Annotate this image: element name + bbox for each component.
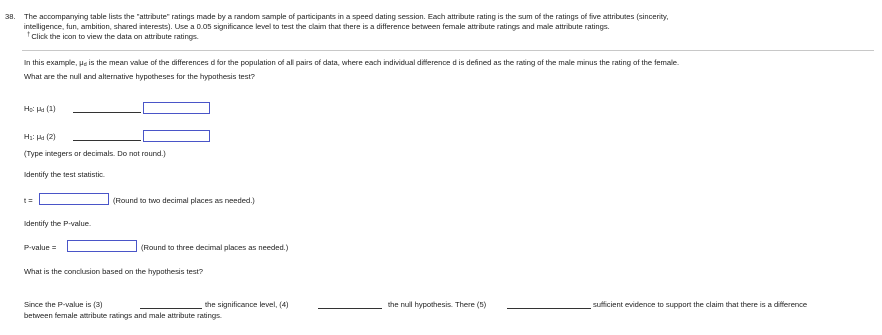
conclusion-part-1: Since the P-value is (3): [24, 300, 103, 309]
question-number: 38.: [5, 12, 16, 21]
hypotheses-note: (Type integers or decimals. Do not round.): [24, 149, 166, 158]
p-value-hint: (Round to three decimal places as needed.): [141, 243, 289, 252]
section-divider: [22, 50, 874, 51]
h0-label: $H_0$: $\mu_d$ (1): [24, 104, 56, 114]
conclusion-prompt: What is the conclusion based on the hypothesis test?: [24, 267, 203, 276]
h1-label: $H_1$: $\mu_d$ (2): [24, 132, 56, 142]
blank-4-dropdown[interactable]: [318, 308, 382, 309]
icon-note-text: Click the icon to view the data on attribute ratings.: [31, 32, 199, 41]
data-table-icon[interactable]: †: [27, 32, 31, 38]
example-text: In this example, $\mu_d$ is the mean value of the differences d for the population of all pairs of data, where each individual difference d is defined as the rating of the male minus the rating of the female.: [24, 58, 680, 68]
p-value-label: P-value =: [24, 243, 57, 252]
blank-3-dropdown[interactable]: [140, 308, 202, 309]
test-statistic-hint: (Round to two decimal places as needed.): [113, 196, 255, 205]
p-value-input[interactable]: [67, 240, 137, 252]
test-statistic-input[interactable]: [39, 193, 109, 205]
conclusion-part-2: the significance level, (4): [205, 300, 289, 309]
intro-line-1: The accompanying table lists the "attribute" ratings made by a random sample of participants in a speed dating session. Each attribute rating is the sum of the ratings of five attributes (sincerity,: [24, 12, 669, 21]
test-statistic-prompt: Identify the test statistic.: [24, 170, 106, 179]
h1-operator-blank[interactable]: [73, 140, 141, 141]
conclusion-part-4: sufficient evidence to support the claim that there is a difference: [593, 300, 808, 309]
h0-operator-blank[interactable]: [73, 112, 141, 113]
conclusion-line-2: between female attribute ratings and male attribute ratings.: [24, 311, 222, 320]
p-value-prompt: Identify the P-value.: [24, 219, 92, 228]
h0-value-input[interactable]: [143, 102, 210, 114]
blank-5-dropdown[interactable]: [507, 308, 591, 309]
hypotheses-prompt: What are the null and alternative hypotheses for the hypothesis test?: [24, 72, 255, 81]
conclusion-part-3: the null hypothesis. There (5): [388, 300, 487, 309]
intro-line-2: intelligence, fun, ambition, shared interests). Use a 0.05 significance level to test the claim that there is a difference between female attribute ratings and male attribute ratings.: [24, 22, 610, 31]
h1-value-input[interactable]: [143, 130, 210, 142]
test-statistic-label: t =: [24, 196, 33, 205]
data-icon-note[interactable]: [27, 32, 199, 41]
